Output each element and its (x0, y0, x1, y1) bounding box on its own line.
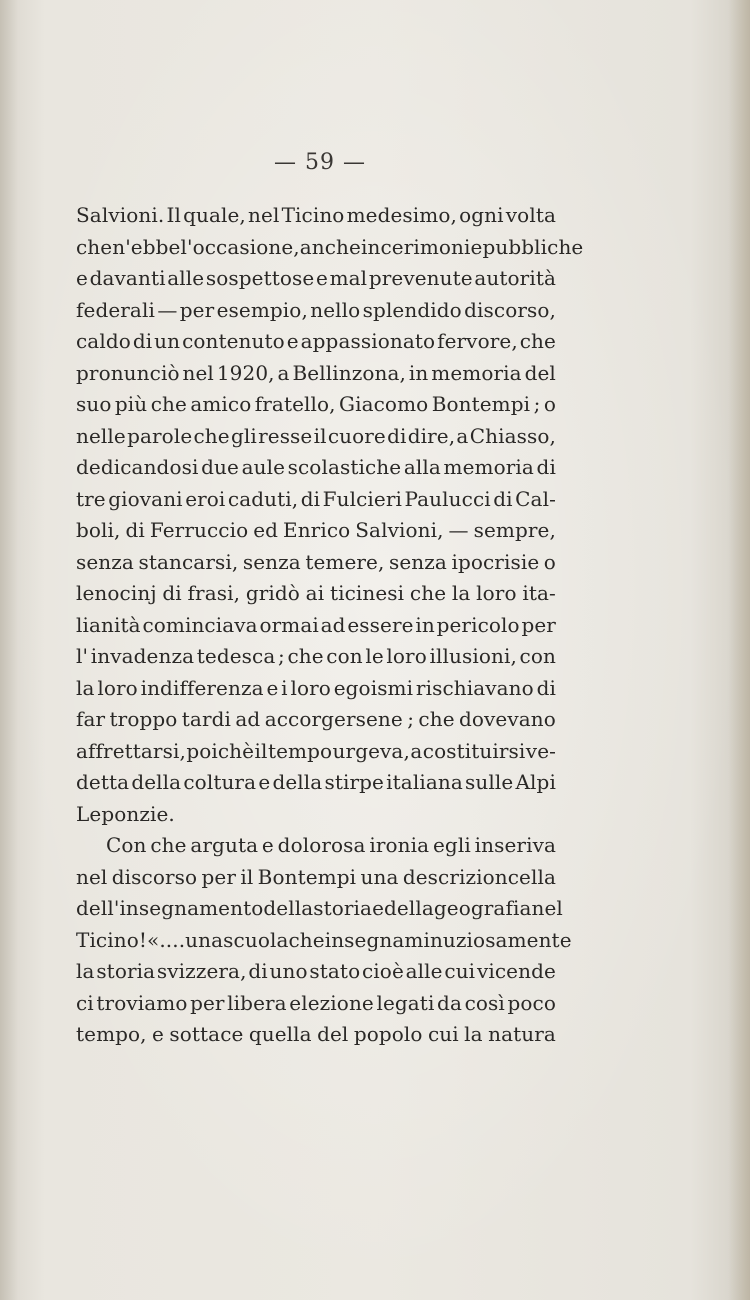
text-line: federali — per esempio, nello splendido discorso, (76, 297, 556, 322)
text-line: dedicandosi due aule scolastiche alla memoria di (76, 455, 556, 479)
text-line: Salvioni. Il quale, nel Ticino medesimo, ogni volta (76, 203, 556, 227)
text-line: Con che arguta e dolorosa ironia egli inseriva (106, 833, 556, 857)
page-edge-shadow-right (728, 0, 750, 1300)
body-text (76, 200, 584, 1051)
text-line: lenocinj di frasi, gridò ai ticinesi che la loro ita- (76, 581, 556, 605)
text-line: affrettarsi, poichè il tempo urgeva, a costituirsi ve- (76, 738, 556, 763)
text-line: far troppo tardi ad accorgersene ; che dovevano (76, 707, 556, 731)
text-line: suo più che amico fratello, Giacomo Bontempi ; o (76, 392, 556, 416)
text-line: pronunciò nel 1920, a Bellinzona, in memoria del (76, 360, 556, 385)
text-line: nelle parole che gli resse il cuore di dire, a Chiasso, (76, 423, 556, 448)
text-line: la loro indifferenza e i loro egoismi rischiavano di (76, 675, 556, 700)
text-line: nel discorso per il Bontempi una descrizioncella (76, 864, 556, 889)
text-line: Ticino ! « ....una scuola che insegna minuziosamente (76, 927, 572, 952)
text-line: senza stancarsi, senza temere, senza ipocrisie o (76, 549, 556, 574)
text-line: detta della coltura e della stirpe italiana sulle Alpi (76, 770, 556, 794)
text-line: lianità cominciava ormai ad essere in pericolo per (76, 612, 556, 637)
text-line: ci troviamo per libera elezione legati da così poco (76, 990, 556, 1015)
text-line: tempo, e sottace quella del popolo cui la natura (76, 1022, 556, 1046)
text-line: caldo di un contenuto e appassionato fervore, che (76, 329, 556, 353)
page-number: — 59 — (274, 150, 366, 175)
text-line: dell' insegnamento della storia e della geografia nel (76, 896, 563, 920)
text-line: tre giovani eroi caduti, di Fulcieri Paulucci di Cal- (76, 486, 556, 511)
text-line: boli, di Ferruccio ed Enrico Salvioni, — sempre, (76, 518, 556, 542)
text-line: l' invadenza tedesca ; che con le loro illusioni, con (76, 644, 556, 668)
page-edge-shadow-left (0, 0, 18, 1300)
text-line: Leponzie. (76, 801, 175, 826)
text-line: e davanti alle sospettose e mal prevenute autorità (76, 266, 556, 290)
text-line: che n'ebbe l'occasione, anche in cerimonie pubbliche (76, 234, 584, 259)
text-line: la storia svizzera, di uno stato cioè alle cui vicende (76, 959, 556, 983)
